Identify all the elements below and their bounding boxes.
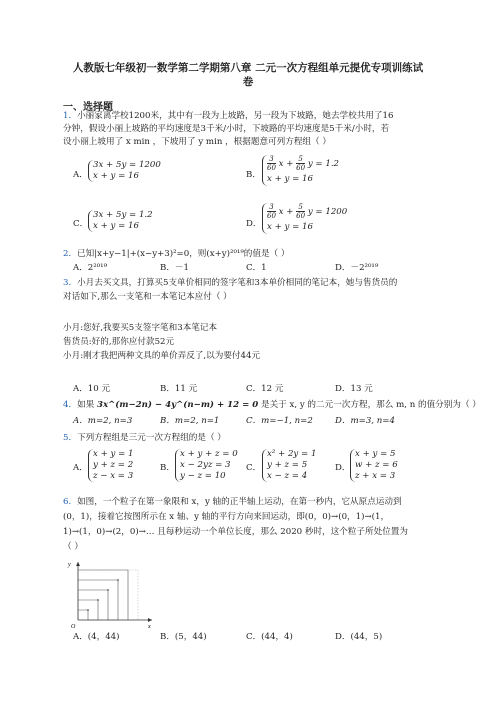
q6-particle-path-figure bbox=[66, 556, 156, 630]
q6-option-a: A．(4，44) bbox=[73, 632, 120, 642]
axis-arrows bbox=[76, 562, 152, 622]
q4-option-b: B．m=2, n=1 bbox=[160, 416, 220, 426]
q4-option-d: D．m=3, n=4 bbox=[335, 416, 395, 426]
q3-line2: 对话如下,那么一支笔和一本笔记本应付（ ） bbox=[63, 292, 232, 302]
particle-path bbox=[78, 570, 128, 620]
q6-line3: 1)→(1，0)→(2，0)→… 且每秒运动一个单位长度，那么 2020 秒时，这个粒子所处位置为 bbox=[63, 527, 408, 537]
q3-option-b: B．11 元 bbox=[160, 384, 198, 394]
doc-title-line1: 人教版七年级初一数学第二学期第八章 二元一次方程组单元提优专项训练试 bbox=[72, 62, 424, 74]
q4-equation: 3x^(m−2n) − 4y^(n−m) + 12 = 0 bbox=[96, 400, 259, 410]
q1-option-a-label: A． bbox=[73, 170, 88, 180]
q3-line1: 3．小月去买文具，打算买5支单价相同的签字笔和3本单价相同的笔记本，她与售货员的 bbox=[63, 278, 398, 288]
q1-option-d-system: $\frac{3}{60}$ x + $\frac{5}{60}$ y = 1200 x + y = 16 bbox=[262, 203, 347, 234]
q5-option-c-label: C． bbox=[246, 463, 262, 473]
q6-option-b: B．(5，44) bbox=[160, 632, 207, 642]
q6-line1: 6．如图，一个粒子在第一象限和 x，y 轴的正半轴上运动，在第一秒内，它从原点运动到 bbox=[63, 497, 402, 507]
q3-option-a: A．10 元 bbox=[73, 384, 111, 394]
q1-line3: 设小丽上坡用了 x min ，下坡用了 y min ，根据题意可列方程组（ ） bbox=[63, 137, 331, 147]
q3-dialogue-2: 售货员:好的,那你应付款52元 bbox=[63, 337, 175, 347]
axis-y-label: y bbox=[68, 562, 71, 568]
q1-option-c-system: 3x + 5y = 1.2 x + y = 16 bbox=[88, 210, 153, 232]
q5-option-b-system: x + y + z = 0 x − 2yz = 3 y − z = 10 bbox=[175, 449, 238, 482]
q4-option-a: A．m=2, n=3 bbox=[73, 416, 133, 426]
q2-option-b: B．－1 bbox=[160, 263, 189, 273]
q2-text: 2．已知|x+y−1|+(x−y+3)²=0，则(x+y)²⁰¹⁹的值是（ ） bbox=[63, 249, 290, 259]
q6-option-c: C．(44，4) bbox=[246, 632, 293, 642]
q3-dialogue-3: 小月:刚才我把两种文具的单价弄反了,以为要付44元 bbox=[63, 351, 261, 361]
q5-option-b-label: B． bbox=[160, 463, 175, 473]
q5-option-a-system: x + y = 1 y + z = 2 z − x = 3 bbox=[88, 449, 134, 482]
q5-option-a-label: A． bbox=[73, 463, 88, 473]
q2-option-a: A．2²⁰¹⁹ bbox=[73, 263, 108, 273]
origin-label: O bbox=[71, 624, 76, 630]
q1-option-d-label: D． bbox=[246, 219, 262, 229]
axis-x-label: x bbox=[148, 624, 151, 630]
q4-option-c: C．m=−1, n=2 bbox=[246, 416, 313, 426]
q3-option-d: D．13 元 bbox=[335, 384, 373, 394]
section-heading: 一、选择题 bbox=[63, 102, 113, 113]
q4-text: 4．如果 3x^(m−2n) − 4y^(n−m) + 12 = 0 是关于 x, y 的二元一次方程，那么 m, n 的值分别为（ ） bbox=[63, 400, 481, 410]
q3-dialogue-1: 小月:您好,我要买5支签字笔和3本笔记本 bbox=[63, 323, 218, 333]
q1-option-c-label: C． bbox=[73, 219, 89, 229]
q6-line2: (0，1)，接着它按图所示在 x 轴、y 轴的平行方向来回运动，即(0，0)→(0，1)→(1， bbox=[63, 512, 390, 522]
q1-number: 1． bbox=[63, 111, 78, 121]
q6-option-d: D．(44，5) bbox=[335, 632, 383, 642]
q1-line2: 分钟，假设小丽上坡路的平均速度是3千米/小时，下坡路的平均速度是5千米/小时，若 bbox=[63, 124, 390, 134]
path-points bbox=[87, 579, 119, 611]
q1-option-b-label: B． bbox=[246, 170, 261, 180]
q5-option-d-label: D． bbox=[335, 463, 351, 473]
q5-text: 5．下列方程组是三元一次方程组的是（ ） bbox=[63, 433, 226, 443]
q3-option-c: C．12 元 bbox=[246, 384, 284, 394]
q2-option-d: D．－2²⁰¹⁹ bbox=[335, 263, 379, 273]
q1-option-a-system: 3x + 5y = 1200 x + y = 16 bbox=[88, 160, 161, 182]
q1-line1: 1．小丽家离学校1200米，其中有一段为上坡路，另一段为下坡路，她去学校共用了16 bbox=[63, 111, 394, 121]
q2-option-c: C．1 bbox=[246, 263, 267, 273]
q6-line4: （ ） bbox=[63, 542, 83, 552]
q1-option-b-system: $\frac{3}{60}$ x + $\frac{5}{60}$ y = 1.2 x + y = 16 bbox=[262, 155, 339, 186]
doc-title-line2: 卷 bbox=[242, 76, 254, 88]
q5-option-d-system: x + y = 5 w + z = 6 z + x = 3 bbox=[350, 449, 398, 482]
q5-option-c-system: x² + 2y = 1 y + z = 5 x − z = 4 bbox=[262, 449, 316, 482]
